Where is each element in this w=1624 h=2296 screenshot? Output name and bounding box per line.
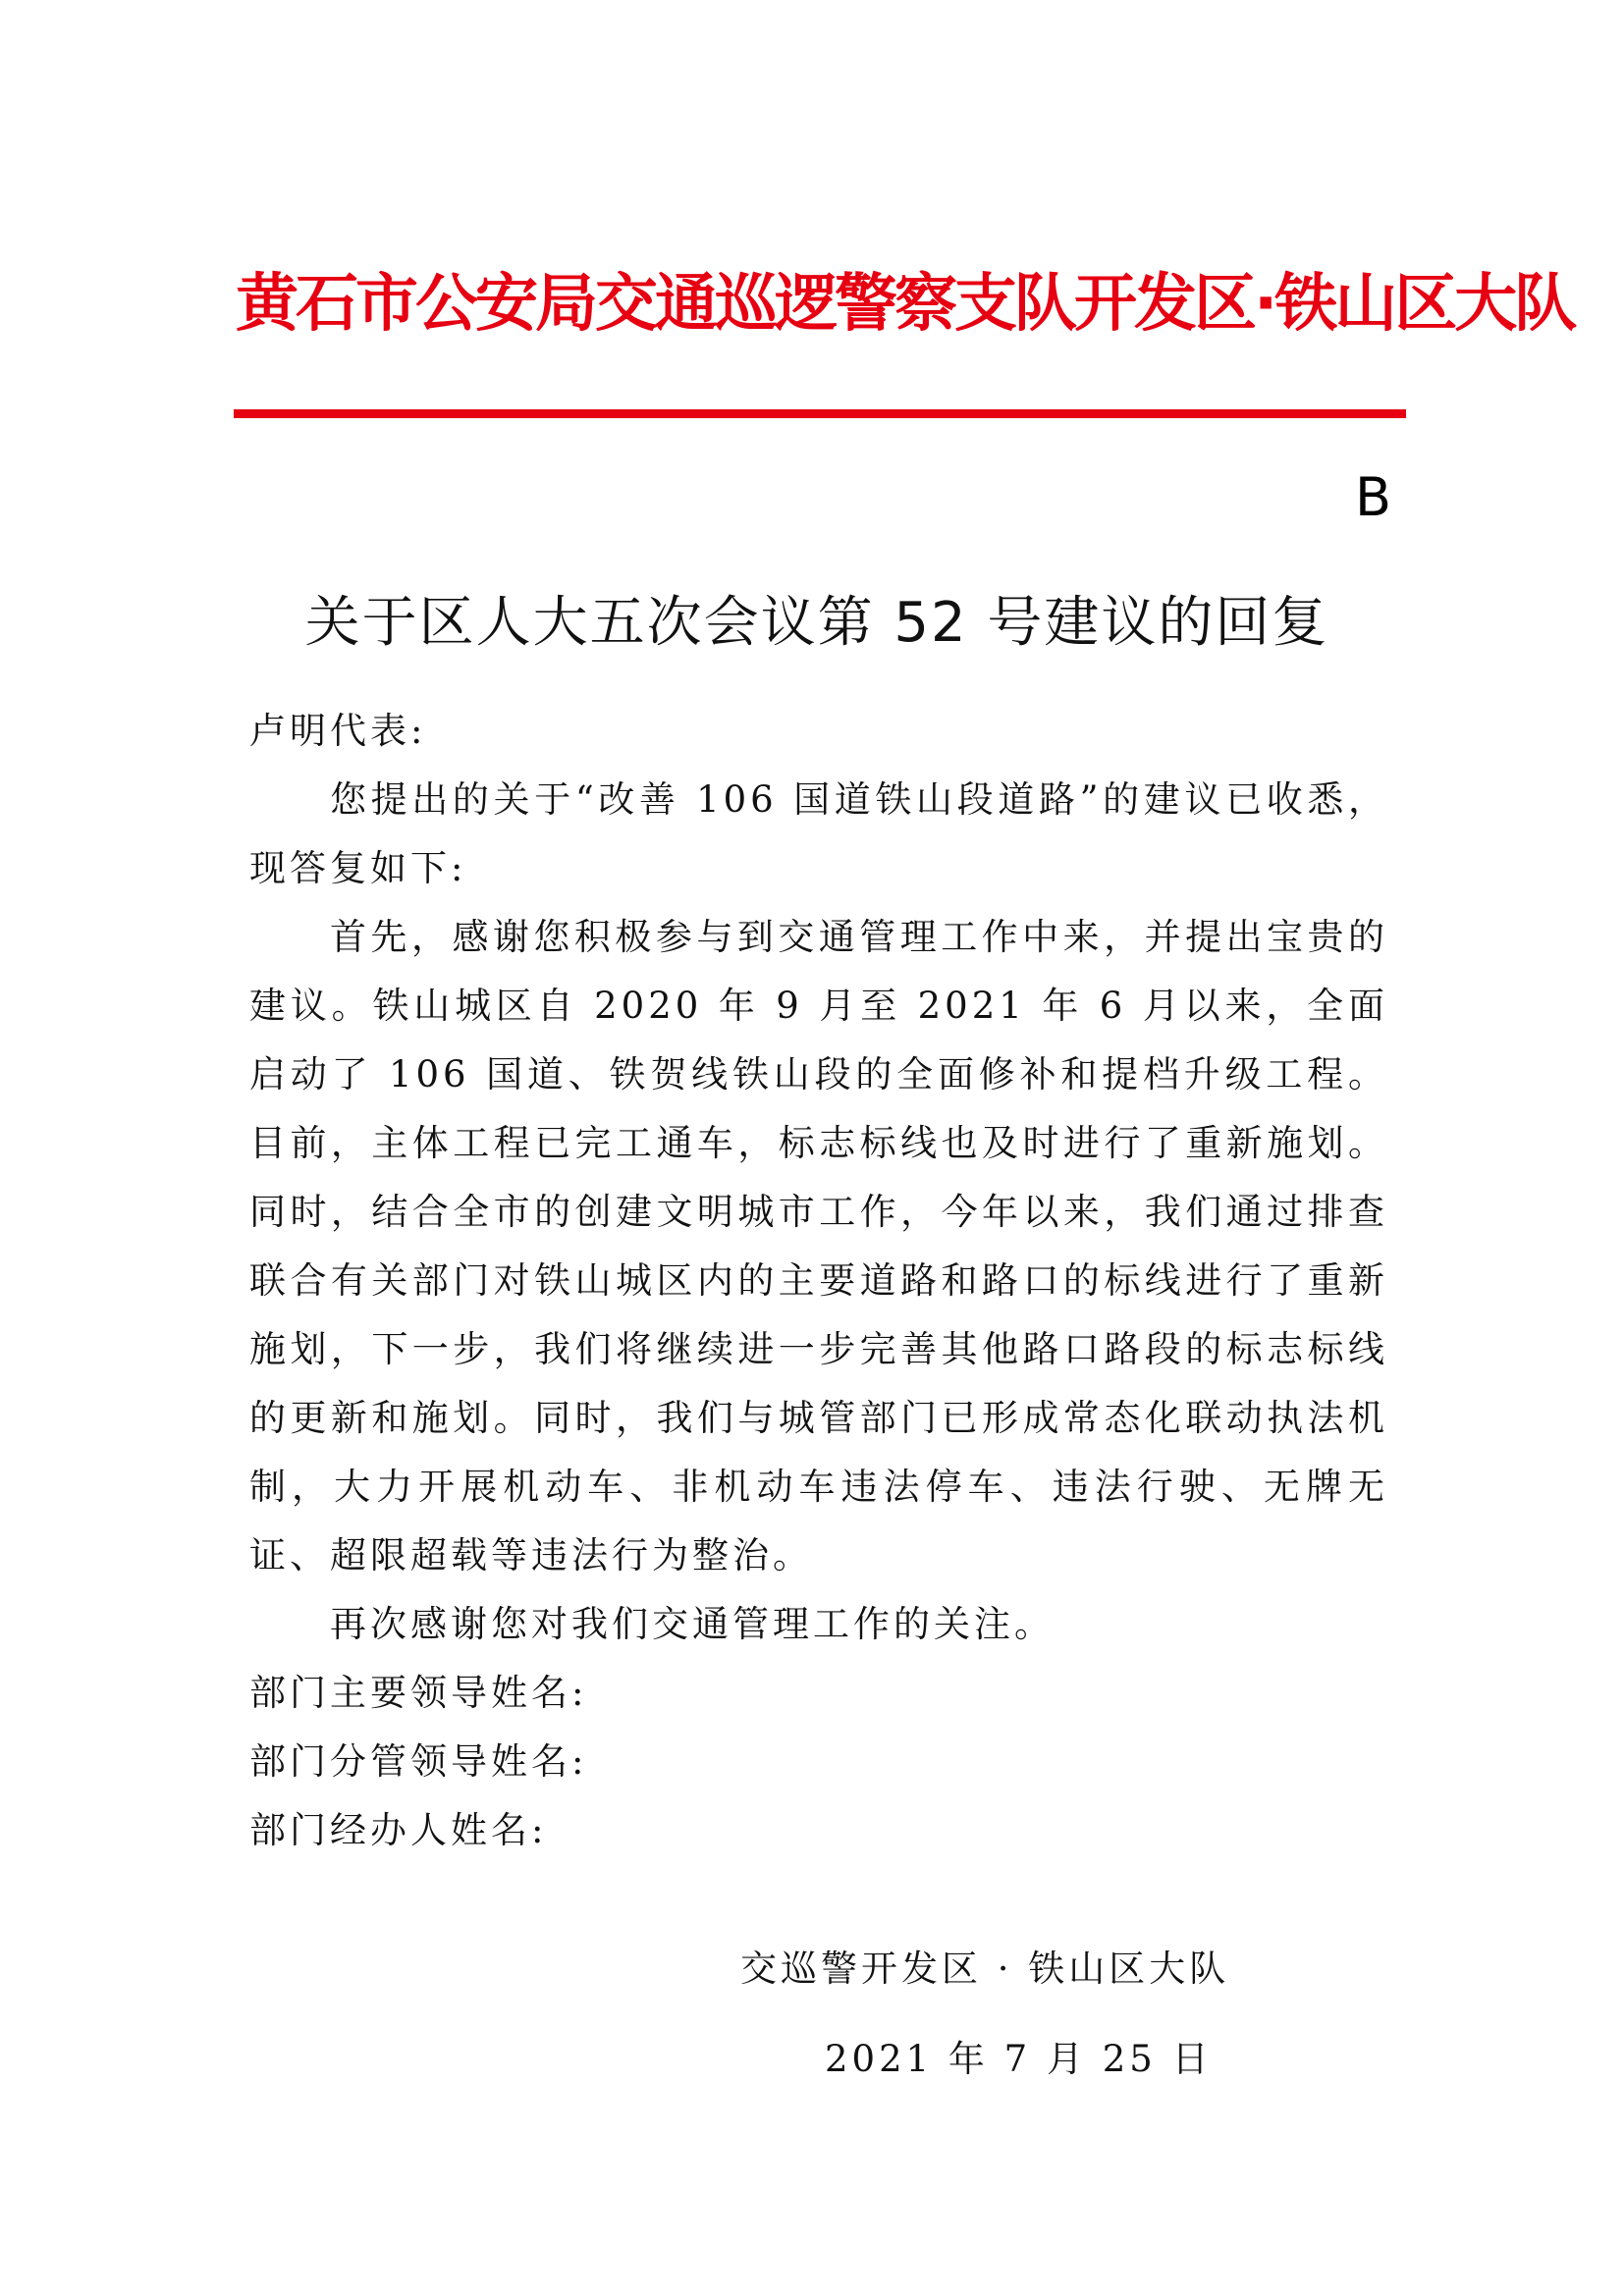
letterhead-title: 黄石市公安局交通巡逻警察支队开发区·铁山区大队: [236, 268, 1575, 341]
letterhead-red-rule: [234, 409, 1406, 418]
signature-line-main-leader: 部门主要领导姓名:: [249, 1672, 588, 1714]
signature-line-deputy-leader: 部门分管领导姓名:: [249, 1740, 588, 1783]
signature-line-handler: 部门经办人姓名:: [249, 1809, 548, 1851]
body-paragraph-1: 您提出的关于“改善 106 国道铁山段道路”的建议已收悉，现答复如下:: [249, 778, 1388, 889]
grade-mark: B: [1355, 466, 1392, 528]
salutation: 卢明代表:: [249, 710, 427, 752]
document-title: 关于区人大五次会议第 52 号建议的回复: [304, 591, 1329, 655]
body-paragraph-3: 再次感谢您对我们交通管理工作的关注。: [330, 1603, 1055, 1645]
issue-date: 2021 年 7 月 25 日: [825, 2038, 1213, 2080]
document-body: [249, 697, 1388, 1865]
body-paragraph-2: 首先，感谢您积极参与到交通管理工作中来，并提出宝贵的建议。铁山城区自 2020 年 9 月至 2021 年 6 月以来，全面启动了 106 国道、铁贺线铁山段的全面修补和提档升级工程。目前，主体工程已完工通车，标志标线也及时进行了重新施划。同时，结合全市的创建文明城市工作，今年以来，我们通过排查联合有关部门对铁山城区内的主要道路和路口的标线进行了重新施划，下一步，我们将继续进一步完善其他路口路段的标志标线的更新和施划。同时，我们与城管部门已形成常态化联动执法机制，大力开展机动车、非机动车违法停车、违法行驶、无牌无证、超限超载等违法行为整治。: [249, 916, 1388, 1576]
issuer-name: 交巡警开发区 · 铁山区大队: [740, 1948, 1230, 1990]
